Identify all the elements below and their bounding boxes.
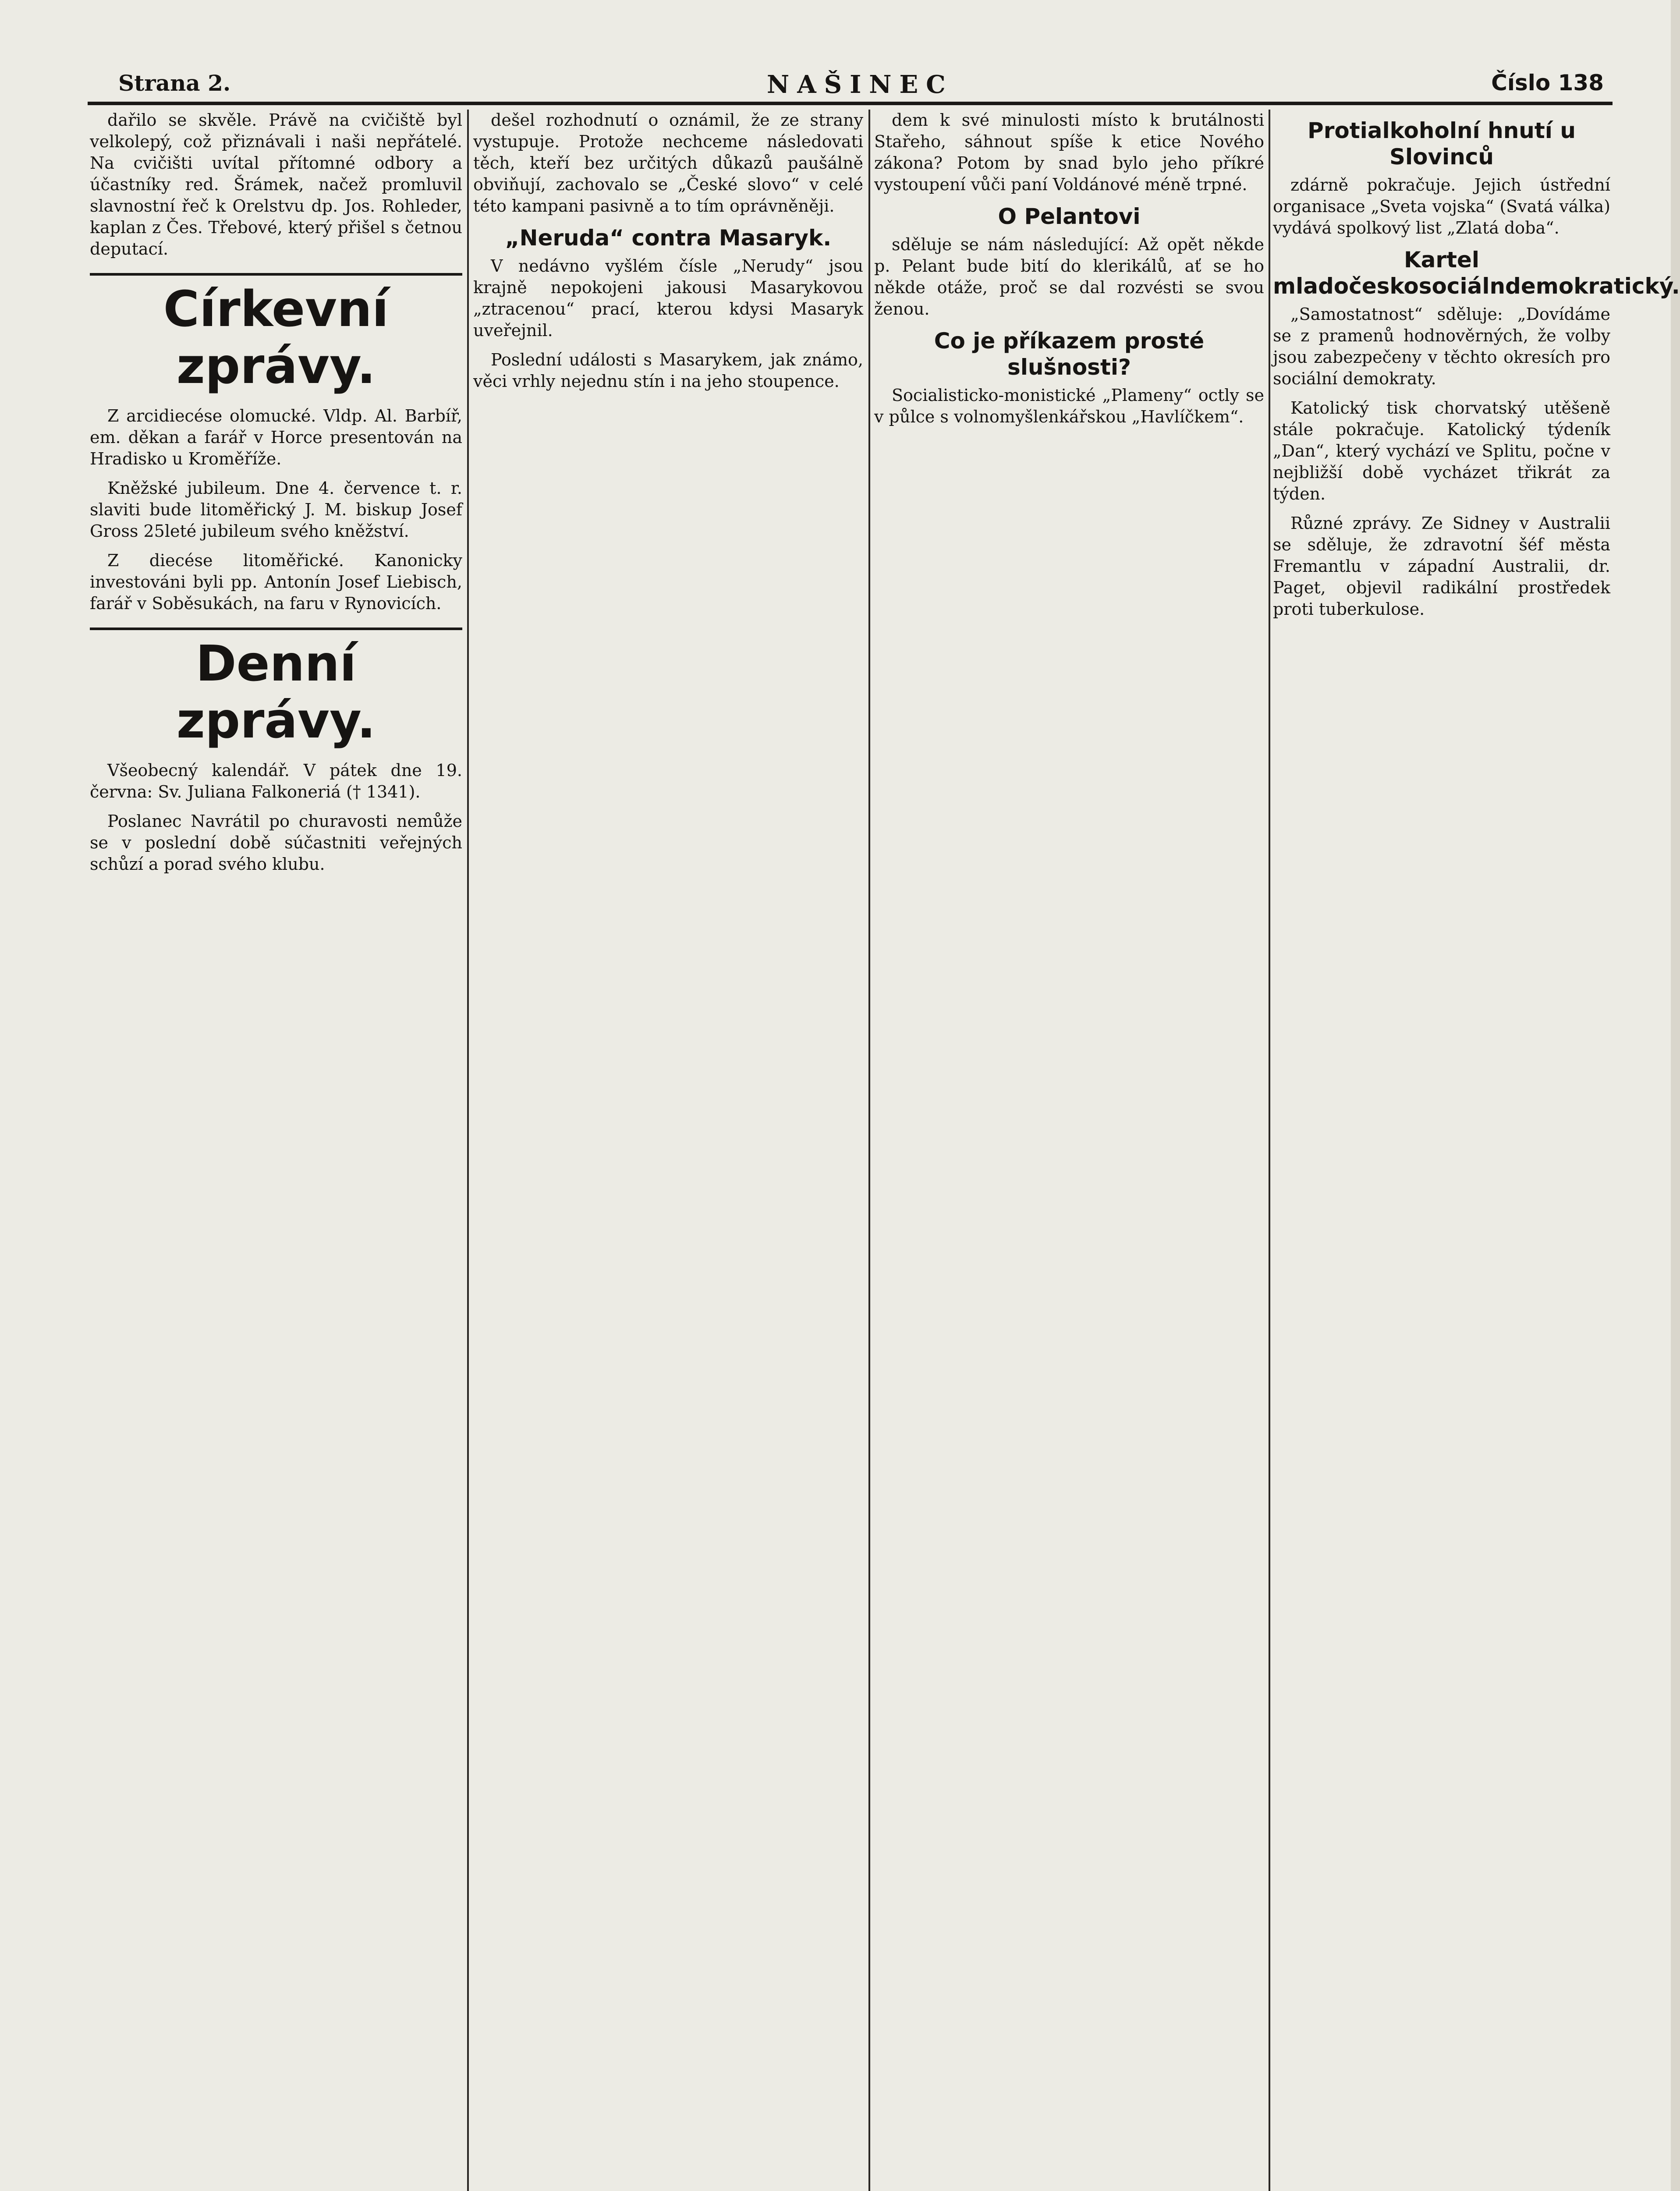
column-divider [868, 110, 870, 2191]
page-number: Strana 2. [118, 70, 231, 96]
column-divider [1269, 110, 1270, 2191]
article-paragraph: dařilo se skvěle. Právě na cvičiště byl velkolepý, což přiznávali i naši nepřátelé. Na cvičišti uvítal přítomné odbory a účastníky red. Šrámek, načež promluvil slavnostní řeč k Orelstvu dp. Jos. Rohleder, kaplan z Čes. Třebové, který přišel s četnou deputací. [90, 110, 462, 259]
article-heading: O Pelantovi [998, 204, 1141, 229]
article-heading: Protialkoholní hnutí u Slovinců [1308, 118, 1576, 170]
article-paragraph: „Samostatnost“ sděluje: „Dovídáme se z pramenů hodnověrných, že volby jsou zabezpečeny v těchto okresích pro sociální demokraty. [1273, 305, 1610, 388]
section-heading-church-news: Církevní zprávy. [90, 273, 462, 395]
column-4 [1273, 110, 1680, 2191]
article-paragraph: dešel rozhodnutí o oznámil, že ze strany vystupuje. Protože nechceme následovati těch, kteří bez určitých důkazů paušálně obviňují, zachovalo se „České slovo“ v celé této kampani pasivně a to tím oprávněněji. [473, 110, 863, 216]
article-paragraph: Socialisticko-monistické „Plameny“ octly se v půlce s volnomyšlenkářskou „Havlíčkem“. [874, 386, 1264, 426]
issue-number: Číslo 138 [1491, 70, 1604, 96]
article-heading: Kartel mladočeskosociálndemokratický. [1273, 247, 1680, 299]
article-paragraph: Všeobecný kalendář. V pátek dne 19. června: Sv. Juliana Falkoneriá († 1341). [90, 761, 462, 801]
article-paragraph: Katolický tisk chorvatský utěšeně stále pokračuje. Katolický týdeník „Dan“, který vychází ve Splitu, počne v nejbližší době vycházet třikrát za týden. [1273, 398, 1610, 503]
article-heading: Co je příkazem prosté slušnosti? [934, 328, 1205, 380]
article-paragraph: Kněžské jubileum. Dne 4. července t. r. slaviti bude litoměřický J. M. biskup Josef Gross 25leté jubileum svého kněžství. [90, 479, 462, 541]
article-heading: „Neruda“ contra Masaryk. [505, 225, 832, 251]
article-paragraph: zdárně pokračuje. Jejich ústřední organisace „Sveta vojska“ (Svatá válka) vydává spolkový list „Zlatá doba“. [1273, 175, 1610, 238]
article-paragraph: V nedávno vyšlém čísle „Nerudy“ jsou krajně nepokojeni jakousi Masarykovou „ztracenou“ prací, kterou kdysi Masaryk uveřejnil. [473, 256, 863, 340]
masthead-title: NAŠINEC [767, 70, 953, 99]
column-2 [473, 110, 863, 2191]
article-paragraph: Poslední události s Masarykem, jak známo, věci vrhly nejednu stín i na jeho stoupence. [473, 350, 863, 391]
article-paragraph: sděluje se nám následující: Až opět někde p. Pelant bude bití do klerikálů, ať se ho někde otáže, proč se dal rozvésti se svou ženou. [874, 235, 1264, 319]
article-paragraph: Z diecése litoměřické. Kanonicky investováni byli pp. Antonín Josef Liebisch, farář v Soběsukách, na faru v Rynovicích. [90, 551, 462, 613]
page-header [88, 66, 1613, 101]
article-paragraph: Různé zprávy. Ze Sidney v Australii se sděluje, že zdravotní šéf města Fremantlu v západní Australii, dr. Paget, objevil radikální prostředek proti tuberkulose. [1273, 514, 1610, 619]
header-divider [88, 102, 1613, 105]
column-divider [467, 110, 469, 2191]
article-paragraph: Z arcidiecése olomucké. Vldp. Al. Barbíř, em. děkan a farář v Horce presentován na Hradisko u Kroměříže. [90, 406, 462, 468]
column-1 [90, 110, 462, 2191]
article-paragraph: dem k své minulosti místo k brutálnosti Stařeho, sáhnout spíše k etice Nového zákona? Potom by snad bylo jeho příkré vystoupení vůči paní Voldánové méně trpné. [874, 110, 1264, 194]
section-heading-daily-news: Denní zprávy. [90, 628, 462, 749]
article-paragraph: Poslanec Navrátil po churavosti nemůže se v poslední době súčastniti veřejných schůzí a porad svého klubu. [90, 812, 462, 874]
column-3 [874, 110, 1264, 2191]
